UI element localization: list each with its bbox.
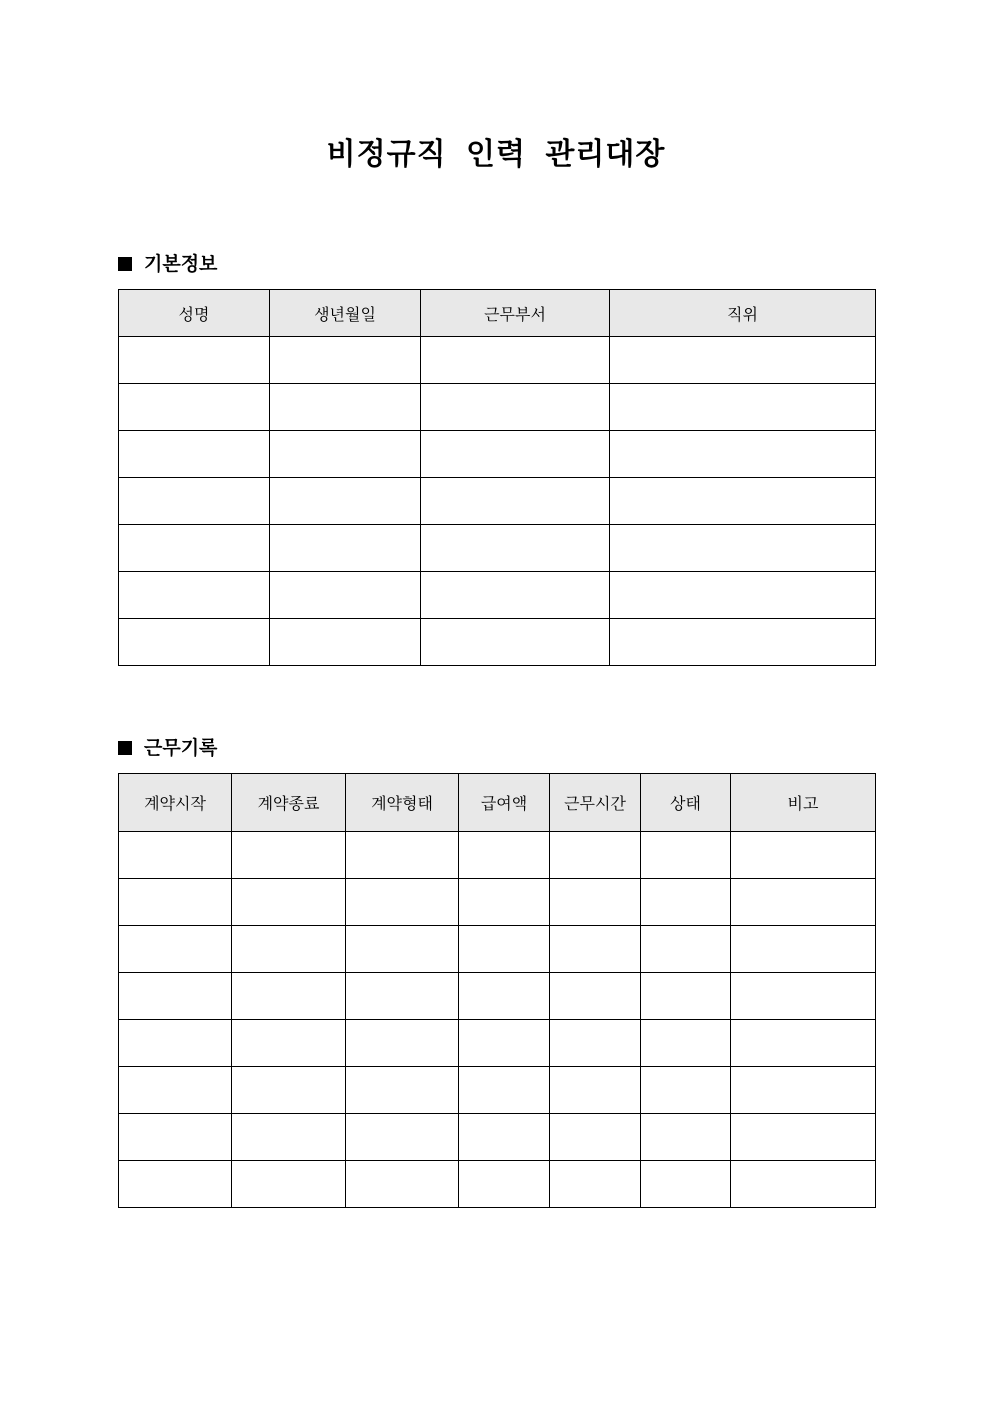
table-row [119, 572, 876, 619]
table-cell[interactable] [119, 337, 270, 384]
table-cell[interactable] [641, 1067, 731, 1114]
table-cell[interactable] [232, 1161, 346, 1208]
table-cell[interactable] [119, 1020, 232, 1067]
table-cell[interactable] [421, 431, 610, 478]
table-cell[interactable] [459, 1067, 550, 1114]
column-header: 급여액 [459, 774, 550, 832]
table-cell[interactable] [421, 384, 610, 431]
table-cell[interactable] [119, 619, 270, 666]
table-cell[interactable] [270, 337, 421, 384]
table-cell[interactable] [731, 1114, 876, 1161]
square-bullet-icon [118, 741, 132, 755]
column-header: 계약형태 [346, 774, 459, 832]
column-header: 계약종료 [232, 774, 346, 832]
table-cell[interactable] [550, 879, 641, 926]
table-row [119, 1161, 876, 1208]
column-header: 생년월일 [270, 290, 421, 337]
table-cell[interactable] [641, 1020, 731, 1067]
table-cell[interactable] [270, 572, 421, 619]
column-header: 성명 [119, 290, 270, 337]
table-row [119, 525, 876, 572]
table-cell[interactable] [459, 973, 550, 1020]
table-cell[interactable] [731, 973, 876, 1020]
table-cell[interactable] [232, 1114, 346, 1161]
table-row [119, 384, 876, 431]
table-cell[interactable] [346, 1020, 459, 1067]
table-row [119, 478, 876, 525]
table-cell[interactable] [610, 619, 876, 666]
table-row [119, 832, 876, 879]
table-row [119, 619, 876, 666]
table-cell[interactable] [421, 478, 610, 525]
table-cell[interactable] [119, 572, 270, 619]
table-cell[interactable] [119, 1114, 232, 1161]
table-row [119, 973, 876, 1020]
table-cell[interactable] [421, 525, 610, 572]
table-cell[interactable] [550, 1067, 641, 1114]
table-cell[interactable] [119, 384, 270, 431]
table-row [119, 879, 876, 926]
table-cell[interactable] [346, 1067, 459, 1114]
table-cell[interactable] [346, 832, 459, 879]
table-cell[interactable] [459, 1161, 550, 1208]
table-cell[interactable] [459, 879, 550, 926]
table-cell[interactable] [550, 832, 641, 879]
table-cell[interactable] [270, 619, 421, 666]
table-cell[interactable] [610, 384, 876, 431]
table-cell[interactable] [346, 1114, 459, 1161]
table-cell[interactable] [421, 619, 610, 666]
table-cell[interactable] [119, 832, 232, 879]
table-cell[interactable] [232, 832, 346, 879]
column-header: 근무부서 [421, 290, 610, 337]
basic-info-table [118, 289, 876, 666]
table-cell[interactable] [232, 1067, 346, 1114]
column-header: 근무시간 [550, 774, 641, 832]
table-cell[interactable] [232, 973, 346, 1020]
table-cell[interactable] [731, 832, 876, 879]
table-cell[interactable] [731, 1161, 876, 1208]
table-cell[interactable] [270, 478, 421, 525]
table-cell[interactable] [459, 1020, 550, 1067]
table-header-row [119, 774, 876, 832]
table-cell[interactable] [346, 1161, 459, 1208]
column-header: 직위 [610, 290, 876, 337]
table-cell[interactable] [119, 926, 232, 973]
table-cell[interactable] [346, 879, 459, 926]
table-cell[interactable] [270, 384, 421, 431]
table-cell[interactable] [232, 1020, 346, 1067]
section-heading-label: 근무기록 [144, 737, 218, 759]
table-cell[interactable] [641, 1114, 731, 1161]
table-cell[interactable] [610, 572, 876, 619]
table-cell[interactable] [421, 572, 610, 619]
table-cell[interactable] [641, 879, 731, 926]
column-header: 상태 [641, 774, 731, 832]
table-row [119, 337, 876, 384]
table-cell[interactable] [550, 1161, 641, 1208]
column-header: 계약시작 [119, 774, 232, 832]
table-row [119, 1114, 876, 1161]
table-cell[interactable] [731, 1067, 876, 1114]
section-heading-label: 기본정보 [144, 253, 218, 275]
table-cell[interactable] [641, 1161, 731, 1208]
table-cell[interactable] [550, 1114, 641, 1161]
work-record-table [118, 773, 876, 1208]
table-cell[interactable] [270, 525, 421, 572]
table-row [119, 1067, 876, 1114]
section-heading-basic-info [118, 251, 217, 277]
table-cell[interactable] [459, 926, 550, 973]
table-header-row [119, 290, 876, 337]
section-heading-work-record [118, 735, 217, 761]
table-cell[interactable] [731, 1020, 876, 1067]
table-cell[interactable] [119, 973, 232, 1020]
table-cell[interactable] [232, 879, 346, 926]
table-row [119, 926, 876, 973]
page-title: 비정규직 인력 관리대장 [326, 137, 666, 172]
table-cell[interactable] [610, 525, 876, 572]
column-header: 비고 [731, 774, 876, 832]
table-row [119, 431, 876, 478]
table-cell[interactable] [641, 832, 731, 879]
table-cell[interactable] [346, 973, 459, 1020]
table-cell[interactable] [731, 926, 876, 973]
table-cell[interactable] [641, 926, 731, 973]
table-cell[interactable] [232, 926, 346, 973]
table-cell[interactable] [119, 879, 232, 926]
table-cell[interactable] [550, 926, 641, 973]
table-cell[interactable] [550, 1020, 641, 1067]
table-cell[interactable] [459, 832, 550, 879]
table-cell[interactable] [119, 1161, 232, 1208]
table-cell[interactable] [119, 525, 270, 572]
table-cell[interactable] [119, 431, 270, 478]
table-cell[interactable] [610, 337, 876, 384]
table-cell[interactable] [550, 973, 641, 1020]
table-cell[interactable] [119, 478, 270, 525]
table-row [119, 1020, 876, 1067]
table-cell[interactable] [421, 337, 610, 384]
table-cell[interactable] [270, 431, 421, 478]
table-cell[interactable] [610, 431, 876, 478]
square-bullet-icon [118, 257, 132, 271]
table-cell[interactable] [119, 1067, 232, 1114]
table-cell[interactable] [610, 478, 876, 525]
table-cell[interactable] [459, 1114, 550, 1161]
table-cell[interactable] [731, 879, 876, 926]
table-cell[interactable] [641, 973, 731, 1020]
table-cell[interactable] [346, 926, 459, 973]
